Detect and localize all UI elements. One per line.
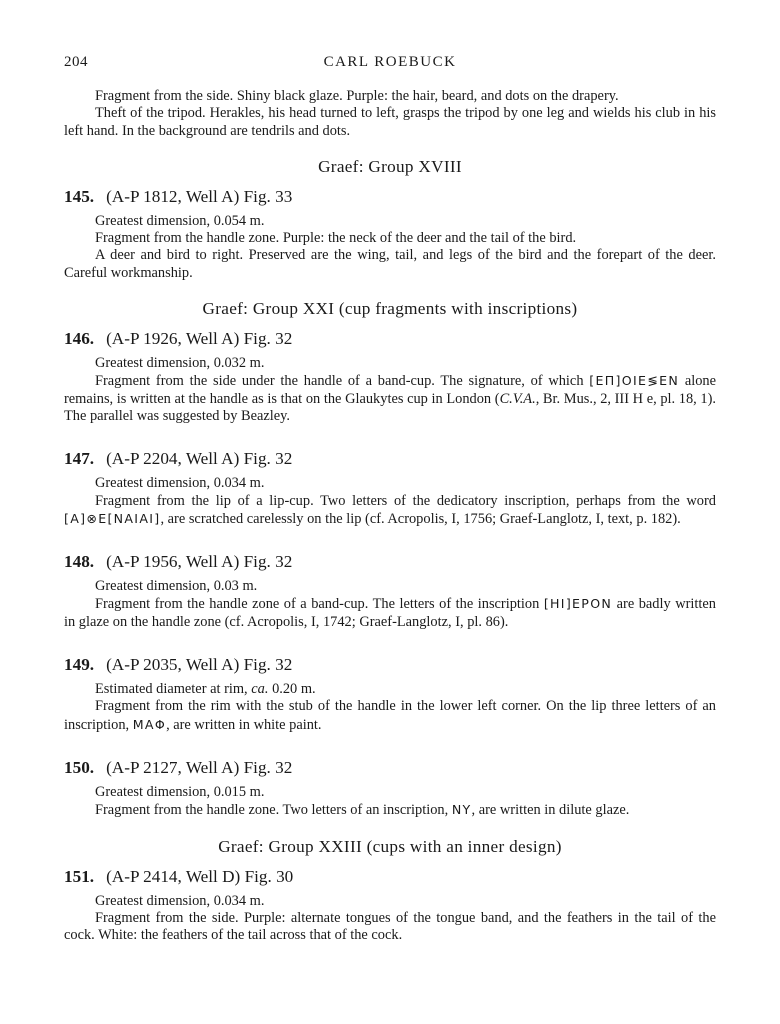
entry-heading xyxy=(64,655,716,675)
entry-reference: (A-P 2035, Well A) Fig. 32 xyxy=(106,655,293,675)
entry-description xyxy=(64,493,716,529)
group-heading-xxi: Graef: Group XXI (cup fragments with inscriptions) xyxy=(202,299,578,319)
entry-reference: (A-P 1956, Well A) Fig. 32 xyxy=(106,552,293,572)
entry-number: 149. xyxy=(64,655,95,675)
text-run: Estimated diameter at rim, xyxy=(95,681,248,698)
entry-dimension: Greatest dimension, 0.034 m. xyxy=(95,892,265,909)
citation: C.V.A. xyxy=(499,390,536,407)
inscription: NY xyxy=(451,802,472,818)
group-heading-xxiii: Graef: Group XXIII (cups with an inner design) xyxy=(218,836,562,856)
entry-heading xyxy=(64,329,716,349)
entry-number: 151. xyxy=(64,866,95,886)
group-heading-xviii: Graef: Group XVIII xyxy=(318,156,462,176)
text-run: 0.20 m. xyxy=(272,681,316,698)
text-run: , are written in dilute glaze. xyxy=(471,802,630,819)
entry-number: 146. xyxy=(64,329,95,349)
text-run: are badly written in glaze on the handle zone (cf. Acropolis, I, 1742; Graef-Langlotz, I, pl. 86). xyxy=(64,596,716,630)
inscription: MAΦ xyxy=(132,716,167,732)
entry-heading xyxy=(64,187,716,207)
entry-dimension: Greatest dimension, 0.03 m. xyxy=(95,578,258,595)
entry-reference: (A-P 2204, Well A) Fig. 32 xyxy=(106,449,293,469)
intro-paragraph-2: Theft of the tripod. Herakles, his head turned to left, grasps the tripod by one leg and wields his club in his left hand. In the background are tendrils and dots. xyxy=(64,105,716,139)
catalogue-entry-151 xyxy=(64,867,716,945)
entry-number: 145. xyxy=(64,186,95,206)
entry-reference: (A-P 1812, Well A) Fig. 33 xyxy=(106,186,293,206)
entry-dimension: Greatest dimension, 0.054 m. xyxy=(95,212,265,229)
entry-dimension: Greatest dimension, 0.032 m. xyxy=(95,355,265,372)
text-run: Fragment from the rim with the stub of the handle in the lower left corner. On the lip three letters of an inscription, xyxy=(64,698,716,733)
text-run: Fragment from the handle zone of a band-cup. The letters of the inscription xyxy=(95,596,540,613)
entry-dimension xyxy=(64,681,716,698)
entry-description xyxy=(64,801,716,819)
running-title: CARL ROEBUCK xyxy=(323,54,457,70)
entry-heading xyxy=(64,867,716,887)
entry-heading xyxy=(64,758,716,778)
catalogue-entry-150 xyxy=(64,758,716,820)
text-run: , are written in white paint. xyxy=(166,716,322,733)
page xyxy=(64,54,716,944)
entry-number: 148. xyxy=(64,552,95,572)
inscription: [HI]EPON xyxy=(543,596,613,612)
entry-description xyxy=(64,372,716,425)
entry-reference: (A-P 2414, Well D) Fig. 30 xyxy=(106,866,294,886)
text-run: , Br. Mus., 2, III H e, pl. 18, 1). The parallel was suggested by Beazley. xyxy=(64,390,716,424)
text-run: Fragment from the side under the handle of a band-cup. The signature, of which xyxy=(95,373,584,390)
intro-paragraph-1: Fragment from the side. Shiny black glaze. Purple: the hair, beard, and dots on the drapery. xyxy=(95,88,619,104)
abbreviation: ca. xyxy=(251,681,269,698)
entry-description: Fragment from the side. Purple: alternate tongues of the tongue band, and the feathers in the tail of the cock. White: the feathers of the tail across that of the cock. xyxy=(64,909,716,944)
inscription: [A]⊗E[NAIAI] xyxy=(64,510,161,526)
entry-description: Fragment from the handle zone. Purple: the neck of the deer and the tail of the bird. xyxy=(95,230,577,247)
page-number: 204 xyxy=(64,54,88,70)
entry-description: A deer and bird to right. Preserved are the wing, tail, and legs of the bird and the forepart of the deer. Careful workmanship. xyxy=(64,247,716,281)
text-run: , are scratched carelessly on the lip (cf. Acropolis, I, 1756; Graef-Langlotz, I, text, p. 182). xyxy=(160,510,681,527)
catalogue-entry-145 xyxy=(64,187,716,282)
entry-description xyxy=(64,595,716,631)
entry-number: 147. xyxy=(64,449,95,469)
entry-number: 150. xyxy=(64,757,95,777)
running-head xyxy=(64,54,716,78)
catalogue-entry-148 xyxy=(64,552,716,631)
catalogue-entry-149 xyxy=(64,655,716,734)
entry-heading xyxy=(64,449,716,469)
text-run: alone remains, is written at the handle as is that on the Glaukytes cup in London ( xyxy=(64,373,716,407)
entry-reference: (A-P 1926, Well A) Fig. 32 xyxy=(106,329,293,349)
entry-dimension: Greatest dimension, 0.034 m. xyxy=(95,475,265,492)
inscription: [EΠ]OIE≶EN xyxy=(589,373,680,389)
catalogue-entry-147 xyxy=(64,449,716,528)
entry-description xyxy=(64,698,716,734)
catalogue-entry-146 xyxy=(64,329,716,425)
text-run: Fragment from the lip of a lip-cup. Two letters of the dedicatory inscription, perhaps from the word xyxy=(95,492,716,509)
entry-reference: (A-P 2127, Well A) Fig. 32 xyxy=(106,757,293,777)
entry-heading xyxy=(64,552,716,572)
text-run: Fragment from the handle zone. Two letters of an inscription, xyxy=(95,802,449,819)
entry-dimension: Greatest dimension, 0.015 m. xyxy=(95,783,265,800)
